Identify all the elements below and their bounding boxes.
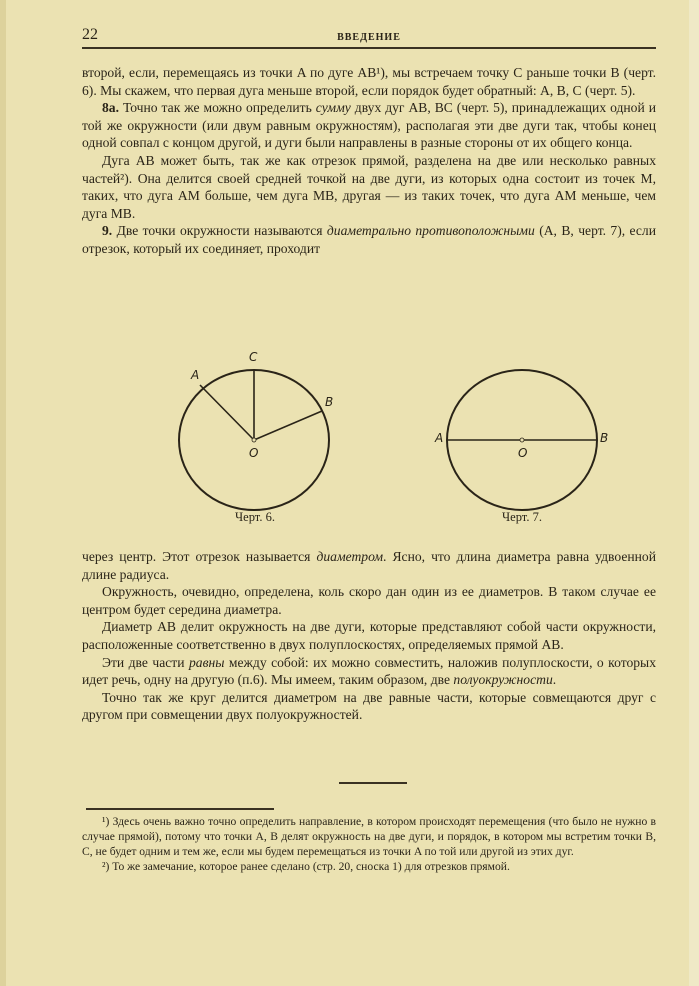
text-span: . bbox=[552, 672, 557, 688]
emphasis-semicircles: полуокружности bbox=[453, 672, 553, 688]
paragraph-circle-defined: Окружность, очевидно, определена, коль скоро дан один из ее диаметров. В таком случае ее центром будет середина диаметра. bbox=[82, 584, 656, 617]
label-a: A bbox=[191, 368, 200, 382]
emphasis-equal: равны bbox=[188, 654, 225, 670]
paragraph-1: второй, если, перемещаясь из точки A по дуге AB¹), мы встречаем точку C раньше точки B (черт. 6). Мы скажем, что первая дуга меньше второй, если порядок будет обратный: A, B, C (черт. 5). bbox=[82, 65, 656, 98]
figure-6-diagram bbox=[172, 340, 342, 520]
footnote-2: ²) То же замечание, которое ранее сделано (стр. 20, сноска 1) для отрезков прямой. bbox=[102, 860, 510, 873]
emphasis-summa: сумму bbox=[315, 100, 351, 116]
body-text-bottom bbox=[82, 548, 656, 724]
paragraph-diameter bbox=[82, 548, 656, 583]
paragraph-8a bbox=[82, 99, 656, 152]
figure-7-caption: Черт. 7. bbox=[502, 510, 542, 524]
text-span: (A, B, черт. 7), если отрезок, который их соединяет, проходит bbox=[82, 223, 656, 256]
label-o: O bbox=[518, 446, 528, 460]
page-header bbox=[82, 26, 656, 46]
section-separator bbox=[339, 782, 407, 784]
emphasis-diameter: диаметром bbox=[316, 549, 384, 564]
section-number-9: 9. bbox=[102, 223, 113, 239]
figures bbox=[172, 340, 632, 530]
label-a: A bbox=[435, 431, 444, 445]
header-rule bbox=[82, 47, 656, 49]
paragraph-disc-divides: Точно так же круг делится диаметром на две равные части, которые совмещаются друг с другом при совмещении двух полуокружностей. bbox=[82, 689, 656, 723]
text-span: через центр. Этот отрезок называется bbox=[82, 549, 317, 564]
figure-6-caption: Черт. 6. bbox=[235, 510, 275, 524]
running-title: ВВЕДЕНИЕ bbox=[337, 32, 401, 43]
figure-7-diagram bbox=[432, 340, 612, 520]
label-b: B bbox=[325, 395, 334, 409]
emphasis-diametrically-opposite: диаметрально противоположными bbox=[326, 223, 535, 239]
page-left-edge bbox=[0, 0, 6, 986]
figure-6 bbox=[172, 340, 342, 520]
body-text-top bbox=[82, 64, 656, 258]
label-o: O bbox=[249, 446, 259, 460]
paragraph-equal-parts bbox=[82, 654, 656, 689]
figure-7 bbox=[432, 340, 612, 520]
paragraph-diameter-divides: Диаметр AB делит окружность на две дуги, которые представляют собой части окружности, расположенные соответственно в двух полуплоскостях, определяемых прямой AB. bbox=[82, 619, 656, 652]
paragraph-arc-division: Дуга AB может быть, так же как отрезок прямой, разделена на две или несколько равных частей²). Она делится своей средней точкой на две дуги, из которых одна состоит из точек M, таких, что дуга AM больше, чем дуга MB, другая — из таких точек, что дуга AM меньше, чем дуга MB. bbox=[82, 152, 656, 221]
section-number-8a: 8а. bbox=[102, 100, 119, 116]
paragraph-9 bbox=[82, 222, 656, 257]
page-right-edge bbox=[689, 0, 699, 986]
label-c: C bbox=[249, 350, 258, 364]
text-span: двух дуг AB, BC (черт. 5), принадлежащих одной и той же окружности (или двум равным окружностям), располагая эти две дуги так, чтобы конец одной совпал с концом другой, и дуги были направлены в разные стороны от их общего конца. bbox=[82, 100, 656, 151]
page-number: 22 bbox=[82, 26, 98, 43]
text-span: Две точки окружности называются bbox=[112, 223, 327, 239]
text-span: между собой: их можно совместить, наложив полуплоскости, о которых идет речь, одну на другую (п.6). Мы имеем, таким образом, две bbox=[82, 654, 656, 688]
footnote-rule bbox=[86, 808, 274, 810]
footnotes bbox=[82, 814, 656, 874]
text-span: . Ясно, что длина диаметра равна удвоенной длине радиуса. bbox=[82, 549, 656, 582]
label-b: B bbox=[600, 431, 609, 445]
text-span: Эти две части bbox=[102, 654, 189, 670]
footnote-1: ¹) Здесь очень важно точно определить направление, в котором происходят перемещения (что было не нужно в случае прямой), потому что точки A, B делят окружность на две дуги, и порядок, в котором мы встретим точки B, C, не будет одним и тем же, если мы будем перемещаться из точки A по той или другой из этих дуг. bbox=[82, 815, 656, 858]
text-span: Точно так же можно определить bbox=[119, 100, 316, 116]
